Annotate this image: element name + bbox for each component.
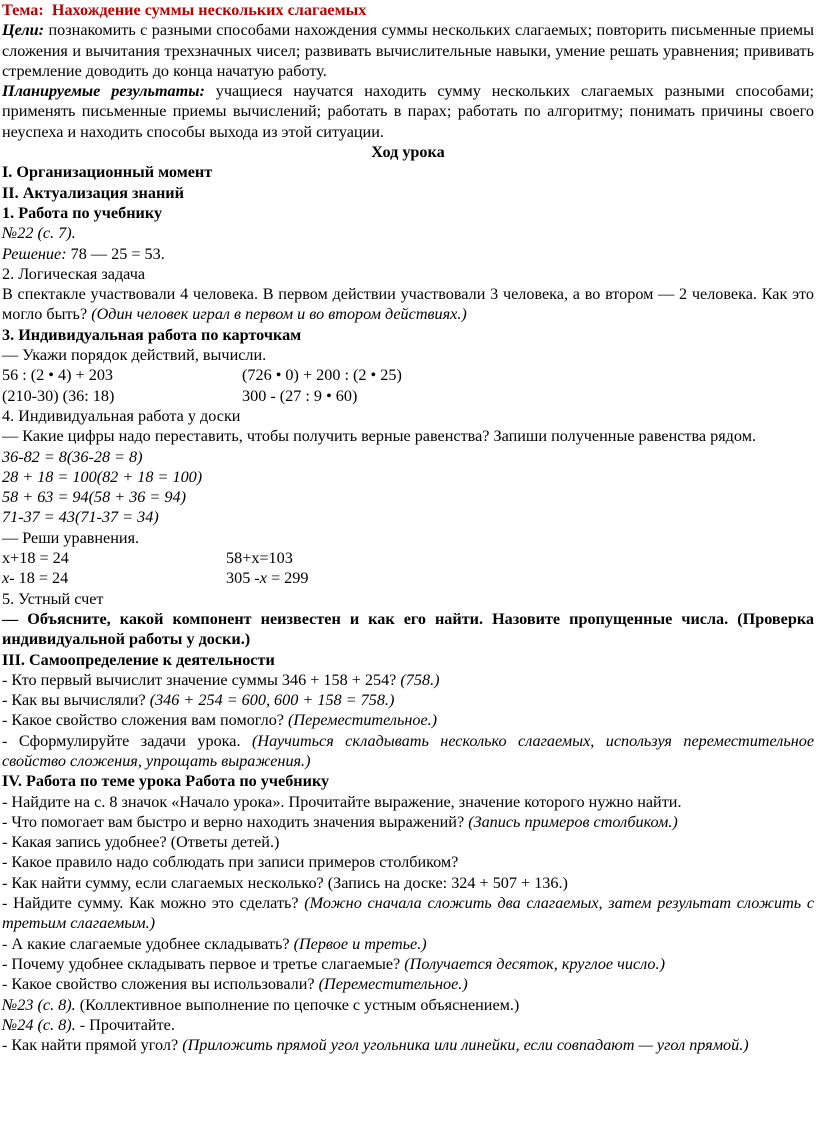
question-line	[2, 690, 814, 710]
question-text: - Какое свойство сложения вам помогло?	[2, 711, 289, 730]
equality: 28 + 18 = 100(82 + 18 = 100)	[2, 467, 203, 486]
equality: 58 + 63 = 94(58 + 36 = 94)	[2, 488, 186, 507]
question-answer: (Научиться складывать несколько слагаемых, используя переместительное свойство сложения, упрощать выражения.)	[2, 731, 815, 770]
equation: x+18 = 24	[2, 549, 69, 568]
logic-problem	[2, 284, 814, 325]
expression: (726 • 0) + 200 : (2 • 25)	[242, 366, 402, 385]
equation-variable: x	[2, 569, 10, 588]
question-line	[2, 670, 814, 690]
work-answer: (Переместительное.)	[318, 975, 468, 994]
task-24-line	[2, 1015, 814, 1035]
work-line	[2, 934, 814, 954]
equation-variable: x	[259, 569, 267, 588]
task-23-ref: №23 (с. 8).	[2, 995, 76, 1014]
topic-line	[2, 0, 814, 20]
section-4-heading: IV. Работа по теме урока Работа по учебнику	[2, 772, 330, 791]
board-instruction: — Какие цифры надо переставить, чтобы получить верные равенства? Запиши полученные равенства рядом.	[2, 427, 756, 446]
question-text: - Сформулируйте задачи урока.	[2, 731, 252, 750]
work-answer: (Первое и третье.)	[293, 934, 427, 953]
task-23-line	[2, 995, 814, 1015]
expression-row-1	[2, 365, 814, 385]
equation-prefix: 305 -	[226, 569, 260, 588]
work-text: - А какие слагаемые удобнее складывать?	[2, 934, 294, 953]
subsection-board: 4. Индивидуальная работа у доски	[2, 406, 241, 425]
equation	[2, 568, 226, 588]
lesson-title: Ход урока	[371, 143, 445, 162]
task-23-text: (Коллективное выполнение по цепочке с устным объяснением.)	[75, 995, 520, 1014]
work-text: - Найдите сумму. Как можно это сделать?	[2, 894, 305, 913]
subsection-cards: 3. Индивидуальная работа по карточкам	[2, 325, 302, 344]
work-line	[2, 1035, 814, 1055]
work-text: - Как найти прямой угол?	[2, 1036, 183, 1055]
question-text: - Как вы вычисляли?	[2, 691, 150, 710]
task-22-ref: №22 (с. 7).	[2, 224, 76, 243]
expression: 56 : (2 • 4) + 203	[2, 366, 114, 385]
equality: 36-82 = 8(36-28 = 8)	[2, 447, 143, 466]
question-text: - Кто первый вычислит значение суммы 346 + 158 + 254?	[2, 670, 401, 689]
topic-label: Тема:	[2, 1, 44, 19]
results-paragraph	[2, 81, 814, 142]
solution-line	[2, 244, 814, 264]
work-line: - Какое правило надо соблюдать при записи примеров столбиком?	[2, 853, 459, 872]
work-answer: (Приложить прямой угол угольника или линейки, если совпадают — угол прямой.)	[182, 1036, 749, 1055]
equation-row-2	[2, 568, 814, 588]
work-text: - Что помогает вам быстро и верно находить значения выражений?	[2, 812, 469, 831]
equation-rest: = 299	[266, 569, 309, 588]
equation	[226, 568, 308, 588]
subsection-textbook: 1. Работа по учебнику	[2, 203, 163, 222]
work-line: - Найдите на с. 8 значок «Начало урока». Прочитайте выражение, значение которого нужно найти.	[2, 792, 682, 811]
section-1-heading: I. Организационный момент	[2, 163, 213, 182]
subsection-logic: 2. Логическая задача	[2, 264, 146, 283]
work-line: - Какая запись удобнее? (Ответы детей.)	[2, 833, 280, 852]
goals-text: познакомить с разными способами нахождения суммы нескольких слагаемых; повторить письменные приемы сложения и вычитания трехзначных чисел; развивать вычислительные навыки, умение решать уравнения; прививать стремление доводить до конца начатую работу.	[2, 21, 814, 80]
task-24-ref: №24 (с. 8).	[2, 1015, 76, 1034]
task-24-text: - Прочитайте.	[75, 1015, 175, 1034]
results-label: Планируемые результаты:	[2, 82, 205, 101]
question-line	[2, 731, 814, 772]
work-line	[2, 812, 814, 832]
expression: (210-30) (36: 18)	[2, 386, 115, 405]
question-answer: (Переместительное.)	[288, 711, 438, 730]
logic-text: В спектакле участвовали 4 человека. В первом действии участвовали 3 человека, а во втором — 2 человека. Как это могло быть?	[2, 285, 814, 324]
section-2-heading: II. Актуализация знаний	[2, 183, 184, 202]
section-3-heading: III. Самоопределение к деятельности	[2, 650, 275, 669]
solve-instruction: — Реши уравнения.	[2, 528, 140, 547]
work-line	[2, 893, 814, 934]
topic-text: Нахождение суммы нескольких слагаемых	[51, 1, 367, 19]
results-text: учащиеся научатся находить сумму нескольких слагаемых разными способами; применять письменные приемы вычислений; работать в парах; работать по алгоритму; понимать причины своего неуспеха и находить способы выхода из этой ситуации.	[2, 82, 815, 141]
goals-paragraph	[2, 20, 814, 81]
work-line	[2, 954, 814, 974]
equation-rest: - 18 = 24	[9, 569, 69, 588]
work-line: - Как найти сумму, если слагаемых несколько? (Запись на доске: 324 + 507 + 136.)	[2, 873, 568, 892]
expression-row-2	[2, 386, 814, 406]
solution-label: Решение:	[2, 244, 67, 263]
equation-row-1	[2, 548, 814, 568]
work-answer: (Запись примеров столбиком.)	[468, 812, 678, 831]
work-answer: (Можно сначала сложить два слагаемых, затем результат сложить с третьим слагаемым.)	[2, 894, 815, 933]
question-line	[2, 710, 814, 730]
work-answer: (Получается десяток, круглое число.)	[404, 954, 665, 973]
solution-text: 78 — 25 = 53.	[66, 244, 165, 263]
cards-instruction: — Укажи порядок действий, вычисли.	[2, 346, 267, 365]
oral-instruction: — Объясните, какой компонент неизвестен и как его найти. Назовите пропущенные числа. (Проверка индивидуальной работы у доски.)	[2, 609, 814, 649]
question-answer: (758.)	[400, 670, 440, 689]
equality: 71-37 = 43(71-37 = 34)	[2, 508, 159, 527]
work-text: - Почему удобнее складывать первое и третье слагаемые?	[2, 954, 405, 973]
logic-answer: (Один человек играл в первом и во втором действиях.)	[91, 305, 467, 324]
work-text: - Какое свойство сложения вы использовали?	[2, 975, 319, 994]
subsection-oral: 5. Устный счет	[2, 589, 104, 608]
question-answer: (346 + 254 = 600, 600 + 158 = 758.)	[149, 691, 395, 710]
work-line	[2, 974, 814, 994]
goals-label: Цели:	[2, 21, 45, 40]
equation: 58+x=103	[226, 549, 293, 568]
expression: 300 - (27 : 9 • 60)	[242, 386, 358, 405]
